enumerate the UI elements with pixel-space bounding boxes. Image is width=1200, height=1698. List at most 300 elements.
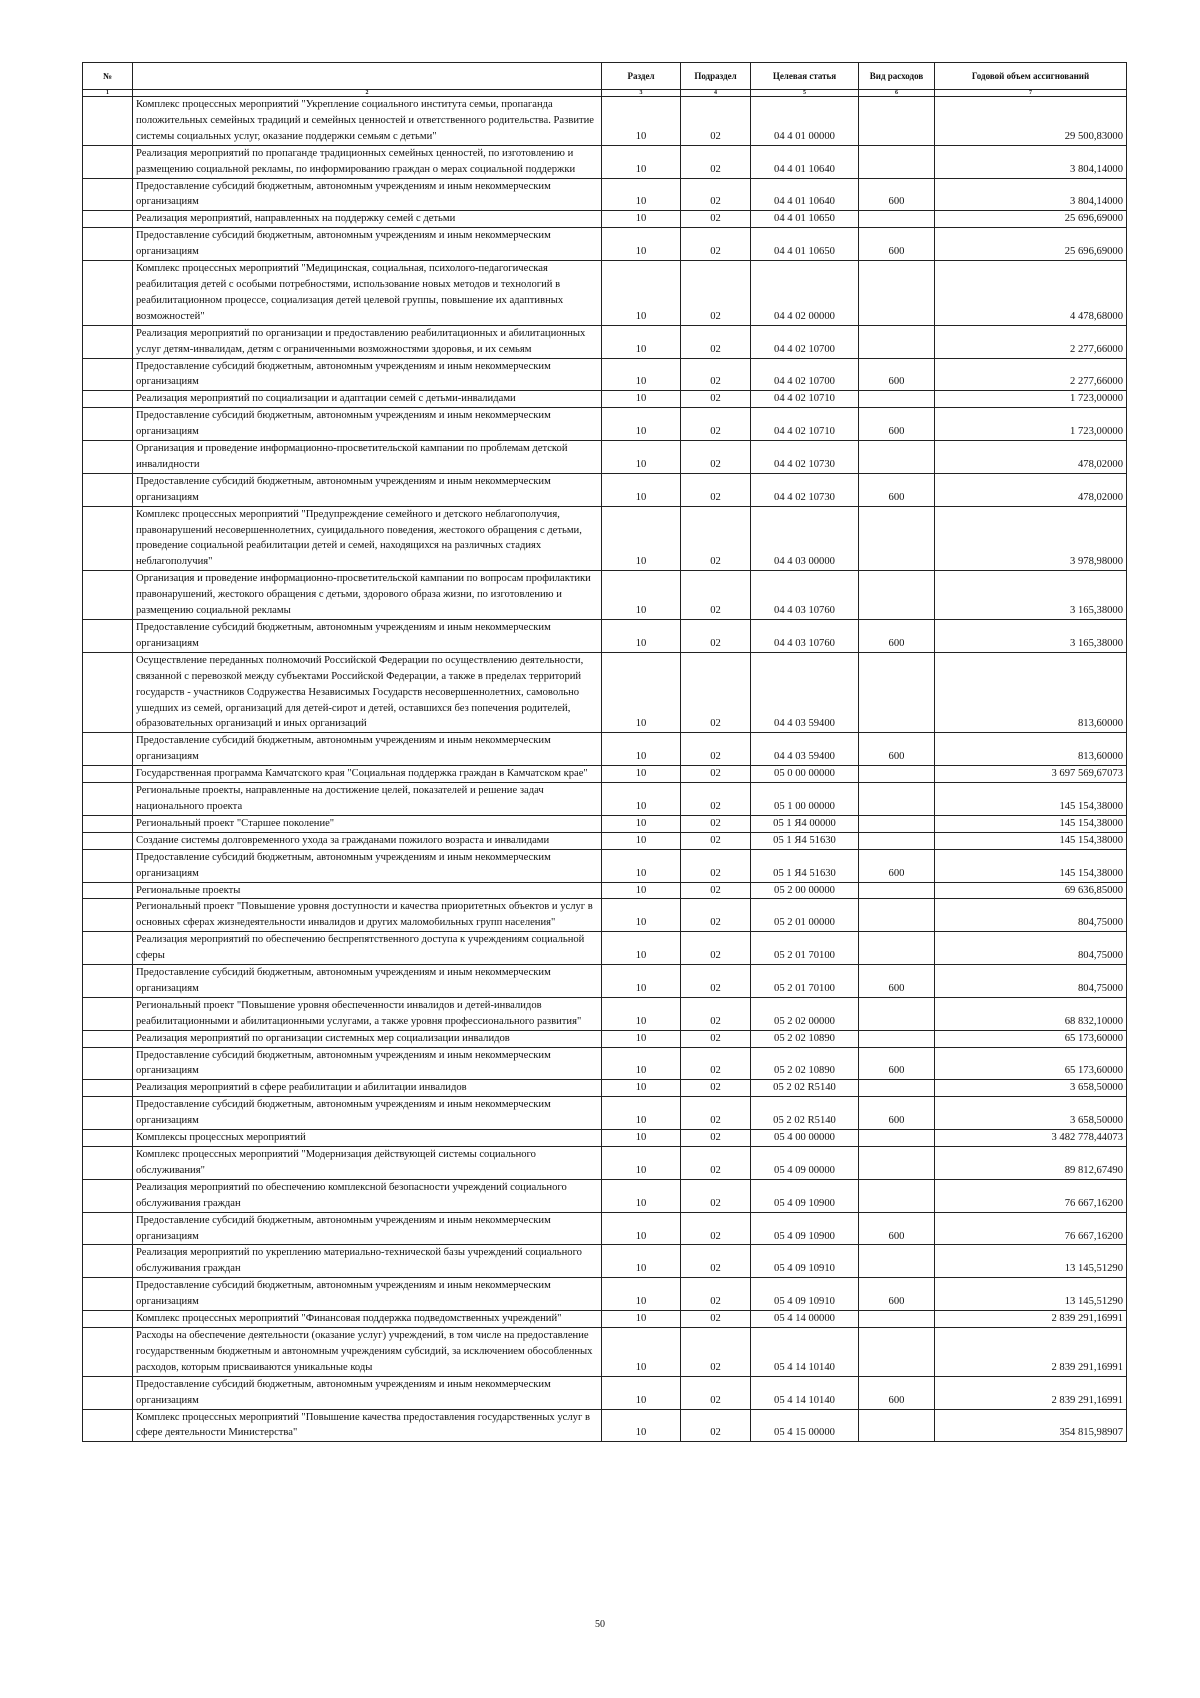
cell-podrazdel: 02 [681, 620, 751, 653]
table-row [83, 832, 1127, 849]
cell-name: Предоставление субсидий бюджетным, автономным учреждениям и иным некоммерческим организациям [133, 1212, 602, 1245]
budget-table [82, 62, 1127, 1442]
cell-vid [859, 1179, 935, 1212]
cell-celevaya: 05 2 00 00000 [751, 882, 859, 899]
cell-celevaya: 05 2 02 R5140 [751, 1080, 859, 1097]
cell-razdel: 10 [602, 261, 681, 326]
cell-razdel: 10 [602, 473, 681, 506]
table-row [83, 1179, 1127, 1212]
cell-celevaya: 05 2 01 70100 [751, 965, 859, 998]
cell-vid [859, 1080, 935, 1097]
cell-name: Расходы на обеспечение деятельности (оказание услуг) учреждений, в том числе на предоставление государственным бюджетным и автономным учреждениям субсидий, за исключением обособленных расходов, которым присваиваются уникальные коды [133, 1327, 602, 1376]
cell-vid [859, 1130, 935, 1147]
cell-celevaya: 04 4 01 10640 [751, 145, 859, 178]
cell-sum: 2 277,66000 [935, 358, 1127, 391]
cell-razdel: 10 [602, 815, 681, 832]
cell-podrazdel: 02 [681, 849, 751, 882]
cell-razdel: 10 [602, 832, 681, 849]
cell-sum: 804,75000 [935, 899, 1127, 932]
cell-sum: 145 154,38000 [935, 832, 1127, 849]
cell-name: Комплекс процессных мероприятий "Модернизация действующей системы социального обслуживания" [133, 1147, 602, 1180]
cell-celevaya: 05 4 09 10900 [751, 1212, 859, 1245]
cell-podrazdel: 02 [681, 358, 751, 391]
cell-vid [859, 97, 935, 146]
cell-razdel: 10 [602, 358, 681, 391]
cell-name: Предоставление субсидий бюджетным, автономным учреждениям и иным некоммерческим организациям [133, 408, 602, 441]
cell-vid [859, 1147, 935, 1180]
cell-name: Региональные проекты [133, 882, 602, 899]
cell-vid [859, 1030, 935, 1047]
cell-sum: 2 839 291,16991 [935, 1311, 1127, 1328]
cell-razdel: 10 [602, 733, 681, 766]
cell-num [83, 652, 133, 733]
cell-sum: 68 832,10000 [935, 997, 1127, 1030]
table-row [83, 391, 1127, 408]
cell-celevaya: 04 4 01 10650 [751, 228, 859, 261]
cell-sum: 89 812,67490 [935, 1147, 1127, 1180]
cell-podrazdel: 02 [681, 408, 751, 441]
cell-podrazdel: 02 [681, 815, 751, 832]
cell-celevaya: 04 4 01 00000 [751, 97, 859, 146]
cell-podrazdel: 02 [681, 1245, 751, 1278]
cell-sum: 3 978,98000 [935, 506, 1127, 571]
cell-name: Предоставление субсидий бюджетным, автономным учреждениям и иным некоммерческим организациям [133, 178, 602, 211]
cell-razdel: 10 [602, 571, 681, 620]
cell-celevaya: 04 4 02 10700 [751, 358, 859, 391]
cell-celevaya: 04 4 03 10760 [751, 571, 859, 620]
cell-sum: 13 145,51290 [935, 1245, 1127, 1278]
table-row [83, 1147, 1127, 1180]
cell-celevaya: 05 4 09 10910 [751, 1278, 859, 1311]
cell-name: Предоставление субсидий бюджетным, автономным учреждениям и иным некоммерческим организациям [133, 965, 602, 998]
cell-celevaya: 04 4 02 10710 [751, 391, 859, 408]
cell-podrazdel: 02 [681, 473, 751, 506]
cell-sum: 478,02000 [935, 473, 1127, 506]
table-row [83, 620, 1127, 653]
cell-razdel: 10 [602, 325, 681, 358]
header-col-number: 6 [859, 90, 935, 97]
cell-num [83, 783, 133, 816]
table-row [83, 1409, 1127, 1442]
cell-num [83, 228, 133, 261]
cell-podrazdel: 02 [681, 652, 751, 733]
cell-name: Предоставление субсидий бюджетным, автономным учреждениям и иным некоммерческим организациям [133, 1097, 602, 1130]
table-row [83, 783, 1127, 816]
cell-razdel: 10 [602, 1376, 681, 1409]
cell-celevaya: 05 2 02 10890 [751, 1030, 859, 1047]
cell-podrazdel: 02 [681, 391, 751, 408]
cell-podrazdel: 02 [681, 783, 751, 816]
cell-vid: 600 [859, 620, 935, 653]
cell-vid: 600 [859, 1047, 935, 1080]
cell-sum: 3 658,50000 [935, 1080, 1127, 1097]
cell-sum: 3 658,50000 [935, 1097, 1127, 1130]
cell-name: Региональный проект "Повышение уровня обеспеченности инвалидов и детей-инвалидов реабилитационными и абилитационными услугами, а также уровня профессионального развития" [133, 997, 602, 1030]
cell-razdel: 10 [602, 178, 681, 211]
table-row [83, 932, 1127, 965]
header-razdel: Раздел [602, 63, 681, 90]
table-row [83, 228, 1127, 261]
cell-num [83, 1080, 133, 1097]
cell-celevaya: 05 4 09 10910 [751, 1245, 859, 1278]
cell-podrazdel: 02 [681, 506, 751, 571]
cell-celevaya: 05 4 14 00000 [751, 1311, 859, 1328]
cell-num [83, 261, 133, 326]
cell-sum: 25 696,69000 [935, 211, 1127, 228]
cell-name: Региональный проект "Старшее поколение" [133, 815, 602, 832]
table-row [83, 1130, 1127, 1147]
cell-celevaya: 04 4 01 10640 [751, 178, 859, 211]
header-podrazdel: Подраздел [681, 63, 751, 90]
cell-podrazdel: 02 [681, 145, 751, 178]
cell-podrazdel: 02 [681, 1327, 751, 1376]
cell-podrazdel: 02 [681, 1030, 751, 1047]
table-row [83, 652, 1127, 733]
table-row [83, 1327, 1127, 1376]
header-col-number: 4 [681, 90, 751, 97]
cell-vid [859, 145, 935, 178]
cell-podrazdel: 02 [681, 1097, 751, 1130]
page-number: 50 [595, 1619, 605, 1630]
cell-name: Предоставление субсидий бюджетным, автономным учреждениям и иным некоммерческим организациям [133, 733, 602, 766]
cell-name: Предоставление субсидий бюджетным, автономным учреждениям и иным некоммерческим организациям [133, 1278, 602, 1311]
cell-razdel: 10 [602, 1130, 681, 1147]
cell-razdel: 10 [602, 228, 681, 261]
cell-num [83, 473, 133, 506]
cell-razdel: 10 [602, 408, 681, 441]
cell-num [83, 1376, 133, 1409]
cell-vid: 600 [859, 1212, 935, 1245]
cell-vid [859, 1409, 935, 1442]
cell-num [83, 1311, 133, 1328]
cell-razdel: 10 [602, 766, 681, 783]
cell-podrazdel: 02 [681, 1376, 751, 1409]
cell-podrazdel: 02 [681, 441, 751, 474]
cell-num [83, 506, 133, 571]
cell-sum: 1 723,00000 [935, 391, 1127, 408]
cell-sum: 2 839 291,16991 [935, 1376, 1127, 1409]
cell-razdel: 10 [602, 1080, 681, 1097]
cell-name: Региональный проект "Повышение уровня доступности и качества приоритетных объектов и услуг в основных сферах жизнедеятельности инвалидов и других маломобильных групп населения" [133, 899, 602, 932]
cell-razdel: 10 [602, 652, 681, 733]
cell-sum: 13 145,51290 [935, 1278, 1127, 1311]
cell-podrazdel: 02 [681, 1047, 751, 1080]
cell-podrazdel: 02 [681, 325, 751, 358]
cell-num [83, 571, 133, 620]
cell-vid [859, 832, 935, 849]
cell-sum: 3 697 569,67073 [935, 766, 1127, 783]
cell-razdel: 10 [602, 506, 681, 571]
cell-name: Реализация мероприятий по укреплению материально-технической базы учреждений социального обслуживания граждан [133, 1245, 602, 1278]
cell-vid [859, 261, 935, 326]
cell-razdel: 10 [602, 1030, 681, 1047]
cell-podrazdel: 02 [681, 211, 751, 228]
cell-celevaya: 04 4 01 10650 [751, 211, 859, 228]
table-row [83, 261, 1127, 326]
cell-vid [859, 899, 935, 932]
table-row [83, 733, 1127, 766]
cell-name: Создание системы долговременного ухода за гражданами пожилого возраста и инвалидами [133, 832, 602, 849]
cell-razdel: 10 [602, 97, 681, 146]
cell-name: Реализация мероприятий по обеспечению комплексной безопасности учреждений социального обслуживания граждан [133, 1179, 602, 1212]
table-row [83, 815, 1127, 832]
cell-name: Реализация мероприятий по организации и предоставлению реабилитационных и абилитационных услуг детям-инвалидам, детям с ограниченными возможностями здоровья, и их семьям [133, 325, 602, 358]
cell-num [83, 1409, 133, 1442]
cell-num [83, 882, 133, 899]
cell-vid [859, 571, 935, 620]
cell-razdel: 10 [602, 1097, 681, 1130]
cell-podrazdel: 02 [681, 997, 751, 1030]
table-row [83, 1245, 1127, 1278]
cell-name: Комплексы процессных мероприятий [133, 1130, 602, 1147]
cell-name: Предоставление субсидий бюджетным, автономным учреждениям и иным некоммерческим организациям [133, 1376, 602, 1409]
cell-num [83, 408, 133, 441]
cell-vid: 600 [859, 1278, 935, 1311]
cell-razdel: 10 [602, 965, 681, 998]
cell-name: Комплекс процессных мероприятий "Предупреждение семейного и детского неблагополучия, правонарушений несовершеннолетних, суицидального поведения, жестокого обращения с детьми, проведение социальной реабилитации детей и семей, находящихся на различных стадиях неблагополучия" [133, 506, 602, 571]
cell-razdel: 10 [602, 1278, 681, 1311]
cell-celevaya: 04 4 02 10730 [751, 473, 859, 506]
table-row [83, 899, 1127, 932]
header-col-number: 1 [83, 90, 133, 97]
cell-name: Комплекс процессных мероприятий "Укрепление социального института семьи, пропаганда положительных семейных традиций и семейных ценностей и ответственного родительства. Развитие системы социальных услуг, оказание поддержки семьям с детьми" [133, 97, 602, 146]
cell-name: Организация и проведение информационно-просветительской кампании по вопросам профилактики правонарушений, жестокого обращения с детьми, здорового образа жизни, по изготовлению и размещению социальной рекламы [133, 571, 602, 620]
cell-celevaya: 04 4 03 10760 [751, 620, 859, 653]
cell-num [83, 733, 133, 766]
table-header [83, 63, 1127, 97]
cell-celevaya: 05 4 09 00000 [751, 1147, 859, 1180]
cell-vid [859, 1311, 935, 1328]
table-row [83, 1047, 1127, 1080]
cell-name: Реализация мероприятий по организации системных мер социализации инвалидов [133, 1030, 602, 1047]
cell-vid: 600 [859, 849, 935, 882]
cell-num [83, 849, 133, 882]
cell-sum: 3 804,14000 [935, 145, 1127, 178]
cell-vid [859, 882, 935, 899]
cell-num [83, 620, 133, 653]
cell-vid [859, 1327, 935, 1376]
cell-razdel: 10 [602, 899, 681, 932]
cell-podrazdel: 02 [681, 932, 751, 965]
cell-vid: 600 [859, 733, 935, 766]
table-row [83, 997, 1127, 1030]
cell-num [83, 178, 133, 211]
cell-podrazdel: 02 [681, 965, 751, 998]
cell-celevaya: 04 4 03 00000 [751, 506, 859, 571]
cell-celevaya: 05 2 01 00000 [751, 899, 859, 932]
cell-podrazdel: 02 [681, 1147, 751, 1180]
cell-vid: 600 [859, 1376, 935, 1409]
cell-podrazdel: 02 [681, 1311, 751, 1328]
cell-name: Реализация мероприятий, направленных на поддержку семей с детьми [133, 211, 602, 228]
cell-num [83, 1245, 133, 1278]
cell-celevaya: 05 4 00 00000 [751, 1130, 859, 1147]
cell-name: Осуществление переданных полномочий Российской Федерации по осуществлению деятельности, связанной с перевозкой между субъектами Российской Федерации, а также в пределах территорий государств - участников Содружества Независимых Государств несовершеннолетних, самовольно ушедших из семей, организаций для детей-сирот и детей, оставшихся без попечения родителей, образовательных организаций и иных организаций [133, 652, 602, 733]
cell-sum: 145 154,38000 [935, 783, 1127, 816]
cell-vid [859, 783, 935, 816]
cell-name: Предоставление субсидий бюджетным, автономным учреждениям и иным некоммерческим организациям [133, 849, 602, 882]
cell-vid: 600 [859, 965, 935, 998]
cell-sum: 76 667,16200 [935, 1179, 1127, 1212]
cell-razdel: 10 [602, 391, 681, 408]
cell-sum: 65 173,60000 [935, 1030, 1127, 1047]
cell-podrazdel: 02 [681, 571, 751, 620]
cell-vid [859, 1245, 935, 1278]
table-row [83, 1097, 1127, 1130]
cell-vid [859, 325, 935, 358]
cell-podrazdel: 02 [681, 766, 751, 783]
cell-podrazdel: 02 [681, 733, 751, 766]
cell-sum: 2 277,66000 [935, 325, 1127, 358]
cell-vid: 600 [859, 473, 935, 506]
header-vid: Вид расходов [859, 63, 935, 90]
cell-celevaya: 05 1 00 00000 [751, 783, 859, 816]
cell-sum: 4 478,68000 [935, 261, 1127, 326]
cell-name: Комплекс процессных мероприятий "Медицинская, социальная, психолого-педагогическая реабилитация детей с особыми потребностями, использование новых методов и технологий в реабилитационном процессе, социализация детей целевой группы, повышение их адаптивных возможностей" [133, 261, 602, 326]
cell-name: Реализация мероприятий по пропаганде традиционных семейных ценностей, по изготовлению и размещению социальной рекламы, по информированию граждан о мерах социальной поддержки [133, 145, 602, 178]
cell-celevaya: 05 1 Я4 51630 [751, 849, 859, 882]
table-row [83, 473, 1127, 506]
cell-num [83, 211, 133, 228]
table-body [83, 97, 1127, 1442]
table-row [83, 358, 1127, 391]
cell-celevaya: 05 0 00 00000 [751, 766, 859, 783]
table-row [83, 408, 1127, 441]
cell-razdel: 10 [602, 1147, 681, 1180]
cell-podrazdel: 02 [681, 261, 751, 326]
cell-razdel: 10 [602, 145, 681, 178]
cell-sum: 145 154,38000 [935, 849, 1127, 882]
cell-sum: 478,02000 [935, 441, 1127, 474]
cell-vid: 600 [859, 358, 935, 391]
cell-sum: 145 154,38000 [935, 815, 1127, 832]
header-name [133, 63, 602, 90]
cell-podrazdel: 02 [681, 228, 751, 261]
cell-vid [859, 652, 935, 733]
cell-podrazdel: 02 [681, 178, 751, 211]
cell-vid: 600 [859, 228, 935, 261]
cell-celevaya: 05 2 01 70100 [751, 932, 859, 965]
cell-podrazdel: 02 [681, 899, 751, 932]
table-row [83, 211, 1127, 228]
cell-sum: 3 804,14000 [935, 178, 1127, 211]
cell-num [83, 1179, 133, 1212]
cell-podrazdel: 02 [681, 1130, 751, 1147]
cell-podrazdel: 02 [681, 1179, 751, 1212]
cell-sum: 29 500,83000 [935, 97, 1127, 146]
cell-celevaya: 05 4 15 00000 [751, 1409, 859, 1442]
cell-name: Предоставление субсидий бюджетным, автономным учреждениям и иным некоммерческим организациям [133, 358, 602, 391]
table-row [83, 1080, 1127, 1097]
cell-name: Комплекс процессных мероприятий "Финансовая поддержка подведомственных учреждений" [133, 1311, 602, 1328]
cell-podrazdel: 02 [681, 1278, 751, 1311]
cell-razdel: 10 [602, 211, 681, 228]
cell-name: Комплекс процессных мероприятий "Повышение качества предоставления государственных услуг в сфере деятельности Министерства" [133, 1409, 602, 1442]
table-row [83, 145, 1127, 178]
cell-vid [859, 211, 935, 228]
cell-podrazdel: 02 [681, 1080, 751, 1097]
cell-num [83, 145, 133, 178]
table-row [83, 965, 1127, 998]
cell-vid: 600 [859, 408, 935, 441]
table-row [83, 1376, 1127, 1409]
cell-sum: 65 173,60000 [935, 1047, 1127, 1080]
cell-sum: 3 165,38000 [935, 620, 1127, 653]
cell-celevaya: 04 4 02 10730 [751, 441, 859, 474]
cell-celevaya: 04 4 02 10700 [751, 325, 859, 358]
header-col-number: 2 [133, 90, 602, 97]
cell-celevaya: 04 4 02 00000 [751, 261, 859, 326]
cell-celevaya: 04 4 03 59400 [751, 733, 859, 766]
cell-num [83, 1097, 133, 1130]
cell-vid [859, 932, 935, 965]
cell-razdel: 10 [602, 441, 681, 474]
cell-razdel: 10 [602, 1179, 681, 1212]
cell-celevaya: 05 2 02 10890 [751, 1047, 859, 1080]
cell-num [83, 1278, 133, 1311]
cell-name: Предоставление субсидий бюджетным, автономным учреждениям и иным некоммерческим организациям [133, 473, 602, 506]
cell-num [83, 325, 133, 358]
cell-celevaya: 05 4 14 10140 [751, 1376, 859, 1409]
cell-podrazdel: 02 [681, 832, 751, 849]
cell-vid [859, 441, 935, 474]
cell-razdel: 10 [602, 1047, 681, 1080]
cell-num [83, 441, 133, 474]
cell-num [83, 997, 133, 1030]
table-row [83, 97, 1127, 146]
cell-vid [859, 815, 935, 832]
cell-num [83, 815, 133, 832]
cell-num [83, 1147, 133, 1180]
cell-razdel: 10 [602, 1245, 681, 1278]
cell-num [83, 832, 133, 849]
cell-sum: 76 667,16200 [935, 1212, 1127, 1245]
header-celevaya: Целевая статья [751, 63, 859, 90]
cell-razdel: 10 [602, 620, 681, 653]
cell-vid: 600 [859, 178, 935, 211]
cell-name: Государственная программа Камчатского края "Социальная поддержка граждан в Камчатском крае" [133, 766, 602, 783]
cell-celevaya: 04 4 03 59400 [751, 652, 859, 733]
cell-podrazdel: 02 [681, 97, 751, 146]
cell-vid [859, 506, 935, 571]
cell-num [83, 899, 133, 932]
cell-celevaya: 05 4 14 10140 [751, 1327, 859, 1376]
cell-celevaya: 05 4 09 10900 [751, 1179, 859, 1212]
table-row [83, 1212, 1127, 1245]
cell-vid [859, 391, 935, 408]
table-row [83, 1278, 1127, 1311]
cell-num [83, 1047, 133, 1080]
cell-razdel: 10 [602, 882, 681, 899]
cell-num [83, 1212, 133, 1245]
cell-num [83, 1327, 133, 1376]
table-row [83, 1030, 1127, 1047]
cell-num [83, 766, 133, 783]
cell-vid [859, 997, 935, 1030]
cell-name: Предоставление субсидий бюджетным, автономным учреждениям и иным некоммерческим организациям [133, 228, 602, 261]
cell-celevaya: 05 2 02 00000 [751, 997, 859, 1030]
cell-num [83, 358, 133, 391]
cell-num [83, 965, 133, 998]
cell-num [83, 391, 133, 408]
cell-name: Реализация мероприятий по обеспечению беспрепятственного доступа к учреждениям социальной сферы [133, 932, 602, 965]
cell-sum: 354 815,98907 [935, 1409, 1127, 1442]
cell-num [83, 1130, 133, 1147]
header-sum: Годовой объем ассигнований [935, 63, 1127, 90]
table-row [83, 506, 1127, 571]
cell-num [83, 97, 133, 146]
cell-name: Предоставление субсидий бюджетным, автономным учреждениям и иным некоммерческим организациям [133, 620, 602, 653]
